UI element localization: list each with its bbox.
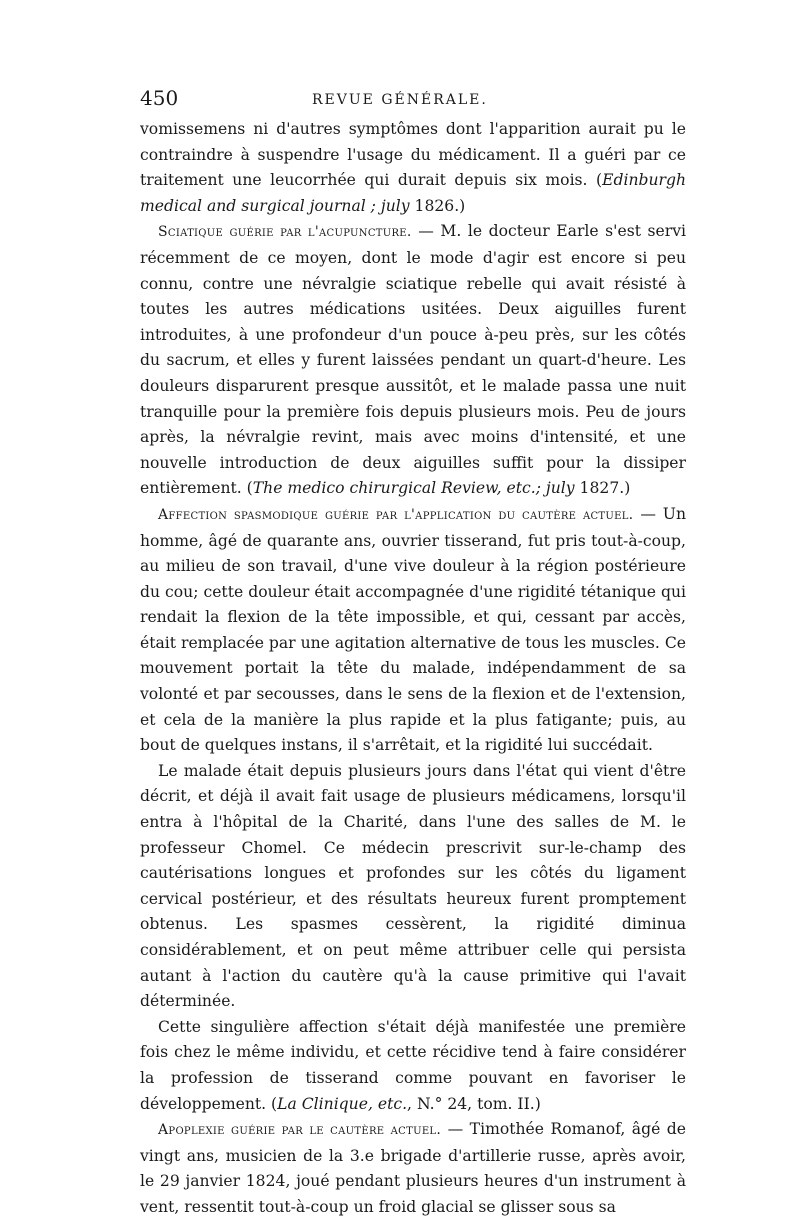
page-header bbox=[140, 86, 685, 116]
citation-source: Edinburgh medical and surgical journal ; july bbox=[140, 171, 686, 215]
article-title: Sciatique guérie par l'acupuncture. bbox=[158, 224, 412, 241]
running-title: REVUE GÉNÉRALE. bbox=[312, 92, 488, 108]
article-title: Apoplexie guérie par le cautère actuel. bbox=[158, 1122, 442, 1139]
article-apoplexie: Apoplexie guérie par le cautère actuel. — Timothée Romanof, âgé de vingt ans, musicien de la 3.e brigade d'artillerie russe, après avoir, le 29 janvier 1824, joué pendant plusieurs heures d'un instrument à vent, ressentit tout-à-coup un froid glacial se glisser sous sa bbox=[140, 1120, 686, 1216]
body-text bbox=[140, 117, 686, 1221]
citation-source: La Clinique, etc. bbox=[277, 1094, 408, 1113]
paragraph-continuation: vomissemens ni d'autres symptômes dont l'apparition aurait pu le contraindre à suspendre l'usage du médicament. Il a guéri par ce traitement une leucorrhée qui durait depuis six mois. (Edinburgh medical and surgical journal ; july 1826.) bbox=[140, 120, 686, 215]
paragraph: Le malade était depuis plusieurs jours dans l'état qui vient d'être décrit, et déjà il avait fait usage de plusieurs médicamens, lorsqu'il entra à l'hôpital de la Charité, dans l'une des salles de M. le professeur Chomel. Ce médecin prescrivit sur-le-champ des cautérisations longues et profondes sur les côtés du ligament cervical postérieur, et des résultats heureux furent promptement obtenus. Les spasmes cessèrent, la rigidité diminua considérablement, et on peut même attribuer celle qui persista autant à l'action du cautère qu'à la cause primitive qui l'avait déterminée. bbox=[140, 761, 686, 1011]
citation-source: The medico chirurgical Review, etc.; july bbox=[252, 479, 575, 498]
article-title: Affection spasmodique guérie par l'application du cautère actuel. bbox=[158, 506, 634, 523]
paragraph: Cette singulière affection s'était déjà manifestée une première fois chez le même individu, et cette récidive tend à faire considérer la profession de tisserand comme pouvant en favoriser le développement. (La Clinique, etc., N.° 24, tom. II.) bbox=[140, 1017, 686, 1113]
article-affection: Affection spasmodique guérie par l'application du cautère actuel. — Un homme, âgé de quarante ans, ouvrier tisserand, fut pris tout-à-coup, au milieu de son travail, d'une vive douleur à la région postérieure du cou; cette douleur était accompagnée d'une rigidité tétanique qui rendait la flexion de la tête impossible, et qui, cessant par accès, était remplacée par une agitation alternative de tous les muscles. Ce mouvement portait la tête du malade, indépendamment de sa volonté et par secousses, dans le sens de la flexion et de l'extension, et cela de la manière la plus rapide et la plus fatigante; puis, au bout de quelques instans, il s'arrêtait, et la rigidité lui succédait. bbox=[140, 504, 686, 755]
page-number: 450 bbox=[140, 86, 179, 110]
article-sciatique: Sciatique guérie par l'acupuncture. — M. le docteur Earle s'est servi récemment de ce moyen, dont le mode d'agir est encore si peu connu, contre une névralgie sciatique rebelle qui avait résisté à toutes les autres médications usitées. Deux aiguilles furent introduites, à une profondeur d'un pouce à-peu près, sur les côtés du sacrum, et elles y furent laissées pendant un quart-d'heure. Les douleurs disparurent presque aussitôt, et le malade passa une nuit tranquille pour la première fois depuis plusieurs mois. Peu de jours après, la névralgie revint, mais avec moins d'intensité, et une nouvelle introduction de deux aiguilles suffit pour la dissiper entièrement. (The medico chirurgical Review, etc.; july 1827.) bbox=[140, 222, 686, 498]
